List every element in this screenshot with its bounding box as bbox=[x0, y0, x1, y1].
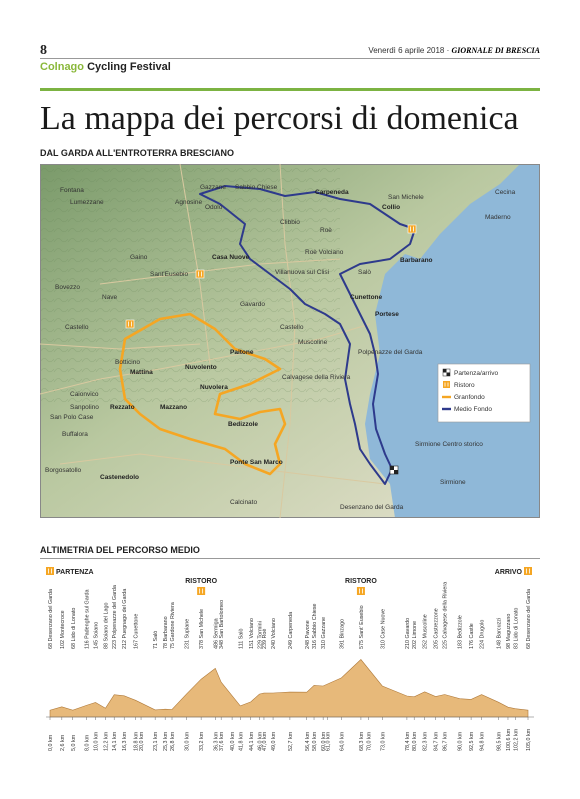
profile-point-label: 116 Padenghe sul Garda bbox=[84, 589, 91, 649]
headline: La mappa dei percorsi di domenica bbox=[40, 100, 519, 137]
place-label: Desenzano del Garda bbox=[340, 504, 404, 511]
profile-point-label: 252 Muscoline bbox=[422, 614, 429, 649]
profile-km-label: 60,0 km bbox=[321, 731, 328, 751]
profile-km-label: 25,3 km bbox=[163, 731, 170, 751]
profile-km-label: 40,0 km bbox=[230, 731, 237, 751]
place-label: Gaino bbox=[130, 254, 148, 261]
place-label: Buffalora bbox=[62, 431, 88, 438]
profile-km-label: 36,3 km bbox=[213, 731, 220, 751]
section-name: Cycling Festival bbox=[87, 61, 171, 73]
place-label: San Polo Case bbox=[50, 414, 94, 421]
profile-point-label: 75 Gardone Riviera bbox=[170, 602, 176, 649]
profile-km-label: 5,0 km bbox=[70, 734, 77, 751]
profile-point-label: 248 Pavone bbox=[304, 620, 311, 649]
profile-km-label: 12,2 km bbox=[103, 731, 110, 751]
legend-ristoro-icon bbox=[443, 381, 450, 388]
altimetry-rule bbox=[40, 558, 540, 559]
place-label: Muscoline bbox=[298, 339, 328, 346]
profile-km-label: 23,1 km bbox=[153, 731, 160, 751]
profile-point-label: 151 Volciano bbox=[248, 618, 255, 649]
profile-km-label: 18,8 km bbox=[133, 731, 140, 751]
profile-km-label: 14,1 km bbox=[112, 731, 119, 751]
place-label: Casa Nuove bbox=[212, 254, 250, 261]
profile-point-label: 249 Carpeneda bbox=[287, 611, 294, 649]
place-label: Bedizzole bbox=[228, 421, 258, 428]
profile-km-label: 52,7 km bbox=[287, 731, 294, 751]
profile-point-label: 88 Soiano del Lago bbox=[103, 602, 110, 649]
legend-start-finish: Partenza/arrivo bbox=[454, 370, 499, 377]
profile-km-label: 61,0 km bbox=[325, 731, 332, 751]
place-label: Roè bbox=[320, 227, 332, 234]
place-label: San Michele bbox=[388, 194, 424, 201]
place-label: Ponte San Marco bbox=[230, 459, 283, 466]
profile-point-label: 68 Desenzano del Garda bbox=[48, 589, 54, 649]
map-legend bbox=[438, 364, 530, 422]
profile-point-label: 575 Sant' Eusebio bbox=[358, 605, 365, 649]
profile-marker bbox=[345, 578, 377, 595]
profile-km-label: 73,0 km bbox=[380, 731, 387, 751]
edition-line bbox=[320, 46, 540, 55]
profile-point-label: 225 Calvagese della Riviera bbox=[442, 581, 449, 649]
profile-marker bbox=[46, 567, 94, 576]
profile-km-label: 100,6 km bbox=[506, 728, 512, 751]
place-label: Carpeneda bbox=[315, 189, 349, 196]
place-label: Nuvolento bbox=[185, 364, 217, 371]
section-title bbox=[40, 61, 171, 73]
profile-km-label: 49,0 km bbox=[271, 731, 278, 751]
profile-point-label: 102 Montecroce bbox=[59, 610, 66, 649]
marker-label: RISTORO bbox=[345, 578, 377, 585]
profile-km-label: 8,0 km bbox=[84, 734, 91, 751]
profile-km-label: 90,0 km bbox=[457, 731, 464, 751]
profile-km-label: 26,8 km bbox=[170, 731, 176, 751]
section-brand: Colnago bbox=[40, 61, 84, 73]
profile-marker bbox=[185, 578, 217, 595]
profile-km-label: 47,0 km bbox=[262, 731, 268, 751]
profile-point-label: 212 Puegnago del Garda bbox=[122, 588, 129, 649]
place-label: Maderno bbox=[485, 214, 511, 221]
place-label: Nuvolera bbox=[200, 384, 228, 391]
edition-separator: · bbox=[446, 46, 450, 55]
profile-km-label: 92,5 km bbox=[469, 731, 476, 751]
place-label: Portese bbox=[375, 311, 399, 318]
profile-km-label: 94,8 km bbox=[479, 731, 486, 751]
profile-km-label: 16,3 km bbox=[122, 731, 129, 751]
start-finish-marker bbox=[390, 466, 398, 474]
profile-km-label: 84,7 km bbox=[433, 731, 440, 751]
marker-label: ARRIVO bbox=[494, 569, 522, 576]
place-label: Collio bbox=[382, 204, 401, 211]
profile-markers bbox=[46, 567, 532, 595]
place-label: Sanpolino bbox=[70, 404, 99, 411]
profile-km-label: 86,7 km bbox=[442, 731, 449, 751]
profile-marker bbox=[495, 567, 532, 576]
profile-km-label: 80,0 km bbox=[412, 731, 419, 751]
profile-point-label: 316 Sabbio Chiese bbox=[312, 603, 318, 649]
place-label: Agnosine bbox=[175, 199, 203, 206]
profile-km-label: 98,5 km bbox=[496, 731, 503, 751]
profile-point-label: 223 Polpenazze del Garda bbox=[112, 585, 119, 649]
profile-point-label: 231 Supiane bbox=[184, 618, 191, 649]
route-map bbox=[40, 164, 540, 518]
profile-km-label: 2,6 km bbox=[59, 734, 66, 751]
place-label: Fontana bbox=[60, 187, 84, 194]
profile-point-label: 391 Binzago bbox=[339, 619, 346, 649]
place-label: Nave bbox=[102, 294, 118, 301]
ristoro-icon bbox=[196, 270, 204, 278]
profile-km-label: 64,0 km bbox=[339, 731, 346, 751]
profile-point-label: 83 Lido di Lonato bbox=[513, 607, 520, 649]
place-label: Villanuova sul Clisi bbox=[275, 269, 330, 276]
place-label: Sirmione Centro storico bbox=[415, 441, 483, 448]
profile-km-label: 41,8 km bbox=[238, 731, 245, 751]
place-label: Borgosatollo bbox=[45, 467, 82, 474]
place-label: Botticino bbox=[115, 359, 140, 366]
place-label: Salò bbox=[358, 269, 372, 276]
legend-flag-icon bbox=[443, 369, 450, 376]
profile-km-label: 46,0 km bbox=[257, 731, 264, 751]
profile-km-label: 105,0 km bbox=[526, 728, 532, 751]
profile-distances bbox=[48, 717, 532, 751]
place-label: Sabbio Chiese bbox=[235, 184, 278, 191]
place-label: Calvagese della Riviera bbox=[282, 374, 351, 381]
profile-point-label: 98 Maguzzano bbox=[506, 613, 512, 649]
profile-point-label: 71 Salò bbox=[153, 630, 160, 649]
ristoro-icon bbox=[408, 225, 416, 233]
profile-point-label: 240 Volciano bbox=[271, 618, 278, 649]
profile-km-label: 44,1 km bbox=[248, 731, 255, 751]
map-subtitle: DAL GARDA ALL'ENTROTERRA BRESCIANO bbox=[40, 148, 234, 158]
ristoro-icon bbox=[46, 567, 54, 575]
place-label: Sirmione bbox=[440, 479, 466, 486]
place-label: Barbarano bbox=[400, 257, 433, 264]
profile-km-label: 70,0 km bbox=[366, 731, 373, 751]
legend-refreshment: Ristoro bbox=[454, 382, 475, 389]
newspaper-name: GIORNALE DI BRESCIA bbox=[451, 46, 540, 55]
place-label: Paitone bbox=[230, 349, 254, 356]
profile-km-label: 58,0 km bbox=[312, 731, 318, 751]
profile-point-label: 210 Gavardo bbox=[404, 617, 411, 649]
section-divider bbox=[40, 88, 540, 91]
place-label: Castello bbox=[65, 324, 89, 331]
profile-point-label: 378 San Michele bbox=[199, 608, 206, 649]
place-label: Polpenazze del Garda bbox=[358, 349, 423, 356]
profile-point-label: 148 Barcuzzi bbox=[496, 617, 503, 649]
place-label: Castenedolo bbox=[100, 474, 140, 481]
profile-km-label: 102,2 km bbox=[513, 728, 520, 751]
profile-km-label: 56,4 km bbox=[304, 731, 311, 751]
place-label: Sant'Eusebio bbox=[150, 271, 189, 278]
profile-point-label: 78 Barbarano bbox=[163, 616, 170, 649]
profile-km-label: 10,0 km bbox=[93, 731, 100, 751]
profile-point-label: 68 Lido di Lonato bbox=[70, 607, 77, 649]
profile-point-label: 310 Gazzane bbox=[321, 616, 328, 649]
profile-point-label: 202 Limone bbox=[412, 620, 419, 649]
place-label: Bovezzo bbox=[55, 284, 80, 291]
profile-point-label: 348 San Bartolomeo bbox=[219, 599, 226, 649]
place-label: Cunettone bbox=[350, 294, 383, 301]
profile-km-label: 20,0 km bbox=[139, 731, 145, 751]
profile-point-label: 486 Sermiga bbox=[213, 618, 220, 649]
profile-km-label: 33,2 km bbox=[199, 731, 206, 751]
edition-date: Venerdì 6 aprile 2018 bbox=[368, 46, 445, 55]
profile-point-label: 145 Soiano bbox=[93, 621, 100, 649]
place-label: Odolo bbox=[205, 204, 223, 211]
profile-point-label: 183 Bedizzole bbox=[457, 615, 464, 649]
place-label: Lumezzane bbox=[70, 199, 104, 206]
marker-label: PARTENZA bbox=[56, 569, 94, 576]
place-label: Calcinato bbox=[230, 499, 258, 506]
profile-km-label: 30,0 km bbox=[184, 731, 191, 751]
marker-label: RISTORO bbox=[185, 578, 218, 585]
profile-km-label: 78,4 km bbox=[404, 731, 411, 751]
place-label: Gazzane bbox=[200, 184, 227, 191]
place-label: Roè Volciano bbox=[305, 249, 344, 256]
profile-point-label: 239 Roè bbox=[262, 628, 268, 649]
place-label: Rezzato bbox=[110, 404, 135, 411]
profile-point-label: 176 Castle bbox=[469, 623, 476, 649]
ristoro-icon bbox=[357, 587, 365, 595]
profile-point-label: 167 Cunettone bbox=[133, 613, 140, 649]
legend-mediofondo: Medio Fondo bbox=[454, 406, 492, 413]
place-label: Clibbio bbox=[280, 219, 300, 226]
ristoro-icon bbox=[524, 567, 532, 575]
profile-point-label: 111 Salò bbox=[238, 628, 245, 649]
profile-point-label: 68 Desenzano del Garda bbox=[526, 589, 532, 649]
place-label: Mattina bbox=[130, 369, 153, 376]
page-number: 8 bbox=[40, 43, 47, 58]
profile-point-label: 229 Tormini bbox=[257, 621, 264, 649]
ristoro-icon bbox=[197, 587, 205, 595]
profile-km-label: 0,0 km bbox=[48, 734, 54, 751]
profile-point-label: 205 Castrezzone bbox=[433, 608, 440, 649]
altimetry-profile bbox=[40, 565, 540, 755]
profile-point-label: 310 Case Nuove bbox=[380, 608, 387, 649]
ristoro-icon bbox=[126, 320, 134, 328]
elevation-area bbox=[50, 660, 528, 718]
profile-point-label: 224 Drugolo bbox=[479, 619, 486, 649]
place-label: Caionvico bbox=[70, 391, 99, 398]
profile-labels bbox=[48, 582, 532, 649]
place-label: Cecina bbox=[495, 189, 516, 196]
place-label: Mazzano bbox=[160, 404, 188, 411]
profile-km-label: 68,3 km bbox=[358, 731, 365, 751]
profile-km-label: 82,3 km bbox=[422, 731, 429, 751]
header-rule bbox=[40, 58, 540, 59]
altimetry-title: ALTIMETRIA DEL PERCORSO MEDIO bbox=[40, 545, 200, 555]
legend-granfondo: Granfondo bbox=[454, 394, 485, 401]
place-label: Gavardo bbox=[240, 301, 265, 308]
place-label: Castello bbox=[280, 324, 304, 331]
profile-km-label: 37,6 km bbox=[219, 731, 226, 751]
